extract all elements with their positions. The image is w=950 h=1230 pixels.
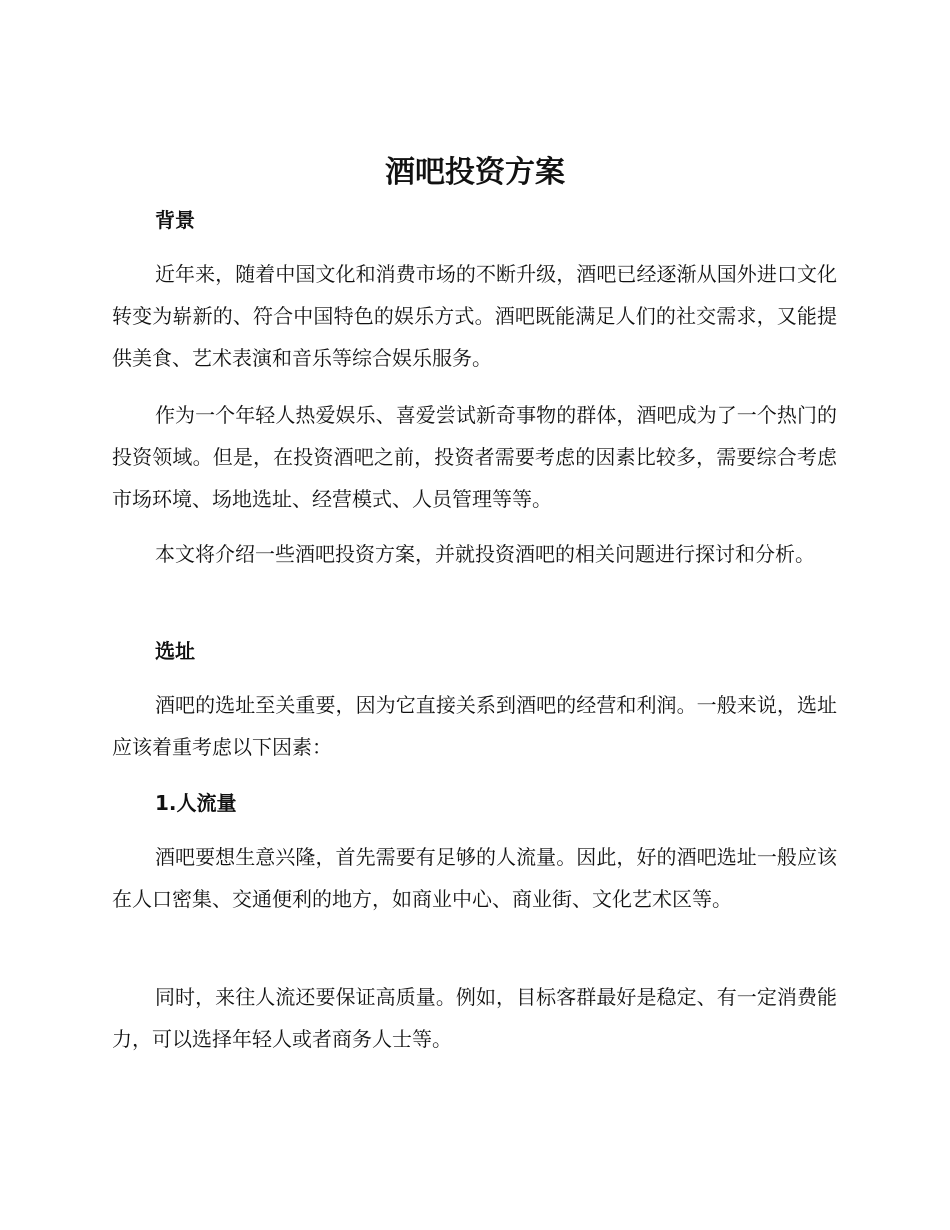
section-heading-location: 选址 bbox=[155, 639, 195, 663]
document-title: 酒吧投资方案 bbox=[385, 155, 565, 190]
paragraph: 近年来，随着中国文化和消费市场的不断升级，酒吧已经逐渐从国外进口文化转变为崭新的、符合中国特色的娱乐方式。酒吧既能满足人们的社交需求，又能提供美食、艺术表演和音乐等综合娱乐服务。 bbox=[112, 262, 837, 370]
section-heading-foot-traffic: 1.人流量 bbox=[155, 791, 237, 815]
paragraph: 本文将介绍一些酒吧投资方案，并就投资酒吧的相关问题进行探讨和分析。 bbox=[155, 542, 815, 566]
paragraph: 作为一个年轻人热爱娱乐、喜爱尝试新奇事物的群体，酒吧成为了一个热门的投资领域。但是，在投资酒吧之前，投资者需要考虑的因素比较多，需要综合考虑市场环境、场地选址、经营模式、人员管理等等。 bbox=[112, 403, 837, 511]
paragraph: 酒吧要想生意兴隆，首先需要有足够的人流量。因此，好的酒吧选址一般应该在人口密集、交通便利的地方，如商业中心、商业街、文化艺术区等。 bbox=[112, 845, 837, 911]
paragraph: 酒吧的选址至关重要，因为它直接关系到酒吧的经营和利润。一般来说，选址应该着重考虑以下因素： bbox=[112, 693, 837, 759]
paragraph: 同时，来往人流还要保证高质量。例如，目标客群最好是稳定、有一定消费能力，可以选择年轻人或者商务人士等。 bbox=[112, 985, 837, 1051]
section-heading-background: 背景 bbox=[155, 208, 195, 232]
